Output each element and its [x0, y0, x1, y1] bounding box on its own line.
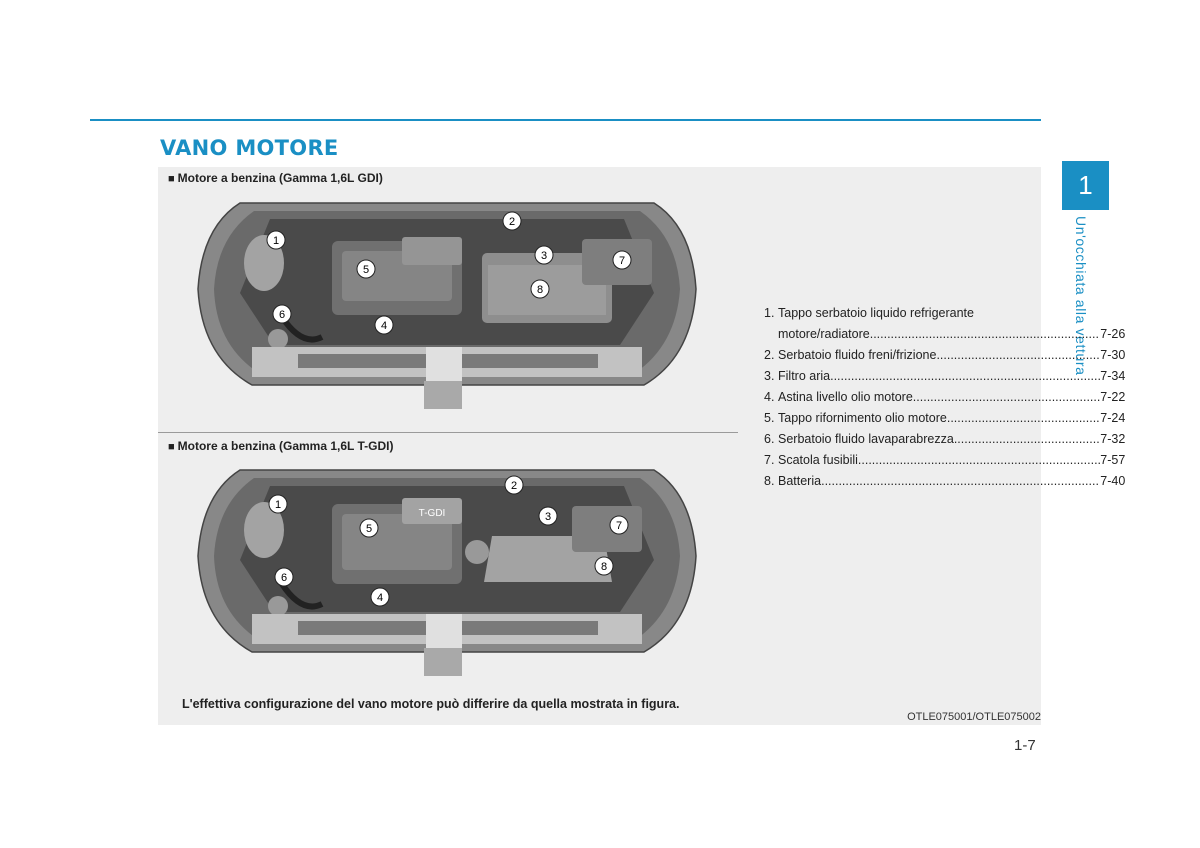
svg-text:1: 1	[274, 499, 282, 511]
legend-number: 6.	[764, 432, 775, 446]
svg-text:4: 4	[376, 592, 384, 604]
legend-page-ref[interactable]: 7-30	[1100, 348, 1126, 362]
legend-page-ref[interactable]: 7-32	[1100, 432, 1126, 446]
legend-page-ref[interactable]: 7-34	[1100, 369, 1126, 383]
legend-number: 7.	[764, 453, 775, 467]
legend-number: 3.	[764, 369, 775, 383]
callout-2	[503, 212, 521, 230]
svg-text:4: 4	[380, 320, 388, 332]
legend-item-3	[764, 366, 1126, 387]
engine-illustration-tgdi	[192, 464, 702, 686]
page-number: 1-7	[1014, 737, 1036, 754]
svg-text:6: 6	[278, 309, 286, 321]
legend-item-5	[764, 408, 1126, 429]
legend-page-ref[interactable]: 7-40	[1100, 474, 1126, 488]
header-rule	[90, 119, 1041, 121]
svg-text:1: 1	[272, 235, 280, 247]
legend-item-7	[764, 450, 1126, 471]
caption-bullet: ■	[168, 441, 175, 453]
svg-text:5: 5	[362, 264, 370, 276]
svg-text:6: 6	[280, 572, 288, 584]
image-code: OTLE075001/OTLE075002	[907, 711, 1041, 723]
callout-6	[275, 568, 293, 586]
legend-label: Serbatoio fluido lavaparabrezza	[778, 432, 954, 446]
callout-3	[535, 246, 553, 264]
legend-item-4	[764, 387, 1126, 408]
callout-1	[267, 231, 285, 249]
legend-label-line1: Tappo serbatoio liquido refrigerante	[778, 306, 974, 320]
legend-item-1	[764, 303, 1126, 345]
legend-page-ref[interactable]: 7-57	[1100, 453, 1126, 467]
caption-text: Motore a benzina (Gamma 1,6L T-GDI)	[177, 439, 394, 453]
legend-label: Astina livello olio motore	[778, 390, 913, 404]
callout-8	[531, 280, 549, 298]
configuration-note: L'effettiva configurazione del vano motore può differire da quella mostrata in figura.	[182, 697, 680, 711]
callout-7	[610, 516, 628, 534]
chapter-tab[interactable]: 1	[1062, 161, 1109, 210]
caption-text: Motore a benzina (Gamma 1,6L GDI)	[177, 171, 383, 185]
leader-dots	[913, 387, 1100, 408]
legend-number: 5.	[764, 411, 775, 425]
legend-page-ref[interactable]: 7-26	[1100, 327, 1126, 341]
svg-text:3: 3	[544, 511, 552, 523]
callout-1	[269, 495, 287, 513]
svg-text:8: 8	[536, 284, 544, 296]
leader-dots	[830, 366, 1100, 387]
badge-text: T-GDI	[418, 508, 446, 519]
callout-7	[613, 251, 631, 269]
leader-dots	[947, 408, 1100, 429]
engine-illustration-gdi	[192, 197, 702, 419]
callout-6	[273, 305, 291, 323]
legend-label: Serbatoio fluido freni/frizione	[778, 348, 937, 362]
legend-page-ref[interactable]: 7-22	[1100, 390, 1126, 404]
callout-2	[505, 476, 523, 494]
legend-label: Filtro aria	[778, 369, 831, 383]
leader-dots	[870, 324, 1101, 345]
svg-text:7: 7	[618, 255, 626, 267]
callout-5	[357, 260, 375, 278]
svg-text:2: 2	[508, 216, 516, 228]
legend-item-8	[764, 471, 1126, 492]
legend-item-2	[764, 345, 1126, 366]
section-title: VANO MOTORE	[160, 136, 339, 160]
figure-caption-tgdi	[168, 439, 393, 453]
component-legend	[764, 303, 1126, 492]
leader-dots	[821, 471, 1100, 492]
callout-5	[360, 519, 378, 537]
legend-number: 4.	[764, 390, 775, 404]
legend-page-ref[interactable]: 7-24	[1100, 411, 1126, 425]
svg-text:3: 3	[540, 250, 548, 262]
leader-dots	[954, 429, 1100, 450]
svg-text:5: 5	[365, 523, 373, 535]
svg-text:7: 7	[615, 520, 623, 532]
svg-text:2: 2	[510, 480, 518, 492]
chapter-label: Un'occhiata alla vettura	[1073, 216, 1089, 376]
legend-label: Tappo rifornimento olio motore	[778, 411, 947, 425]
legend-label: motore/radiatore	[778, 327, 870, 341]
callout-4	[375, 316, 393, 334]
svg-text:8: 8	[600, 561, 608, 573]
legend-number: 1.	[764, 306, 775, 320]
legend-label: Scatola fusibili	[778, 453, 858, 467]
leader-dots	[936, 345, 1100, 366]
figure-divider	[158, 432, 738, 433]
legend-label: Batteria	[778, 474, 822, 488]
legend-number: 8.	[764, 474, 775, 488]
callout-4	[371, 588, 389, 606]
callout-8	[595, 557, 613, 575]
legend-number: 2.	[764, 348, 775, 362]
callout-3	[539, 507, 557, 525]
leader-dots	[858, 450, 1100, 471]
legend-item-6	[764, 429, 1126, 450]
figure-caption-gdi	[168, 171, 383, 185]
caption-bullet: ■	[168, 173, 175, 185]
